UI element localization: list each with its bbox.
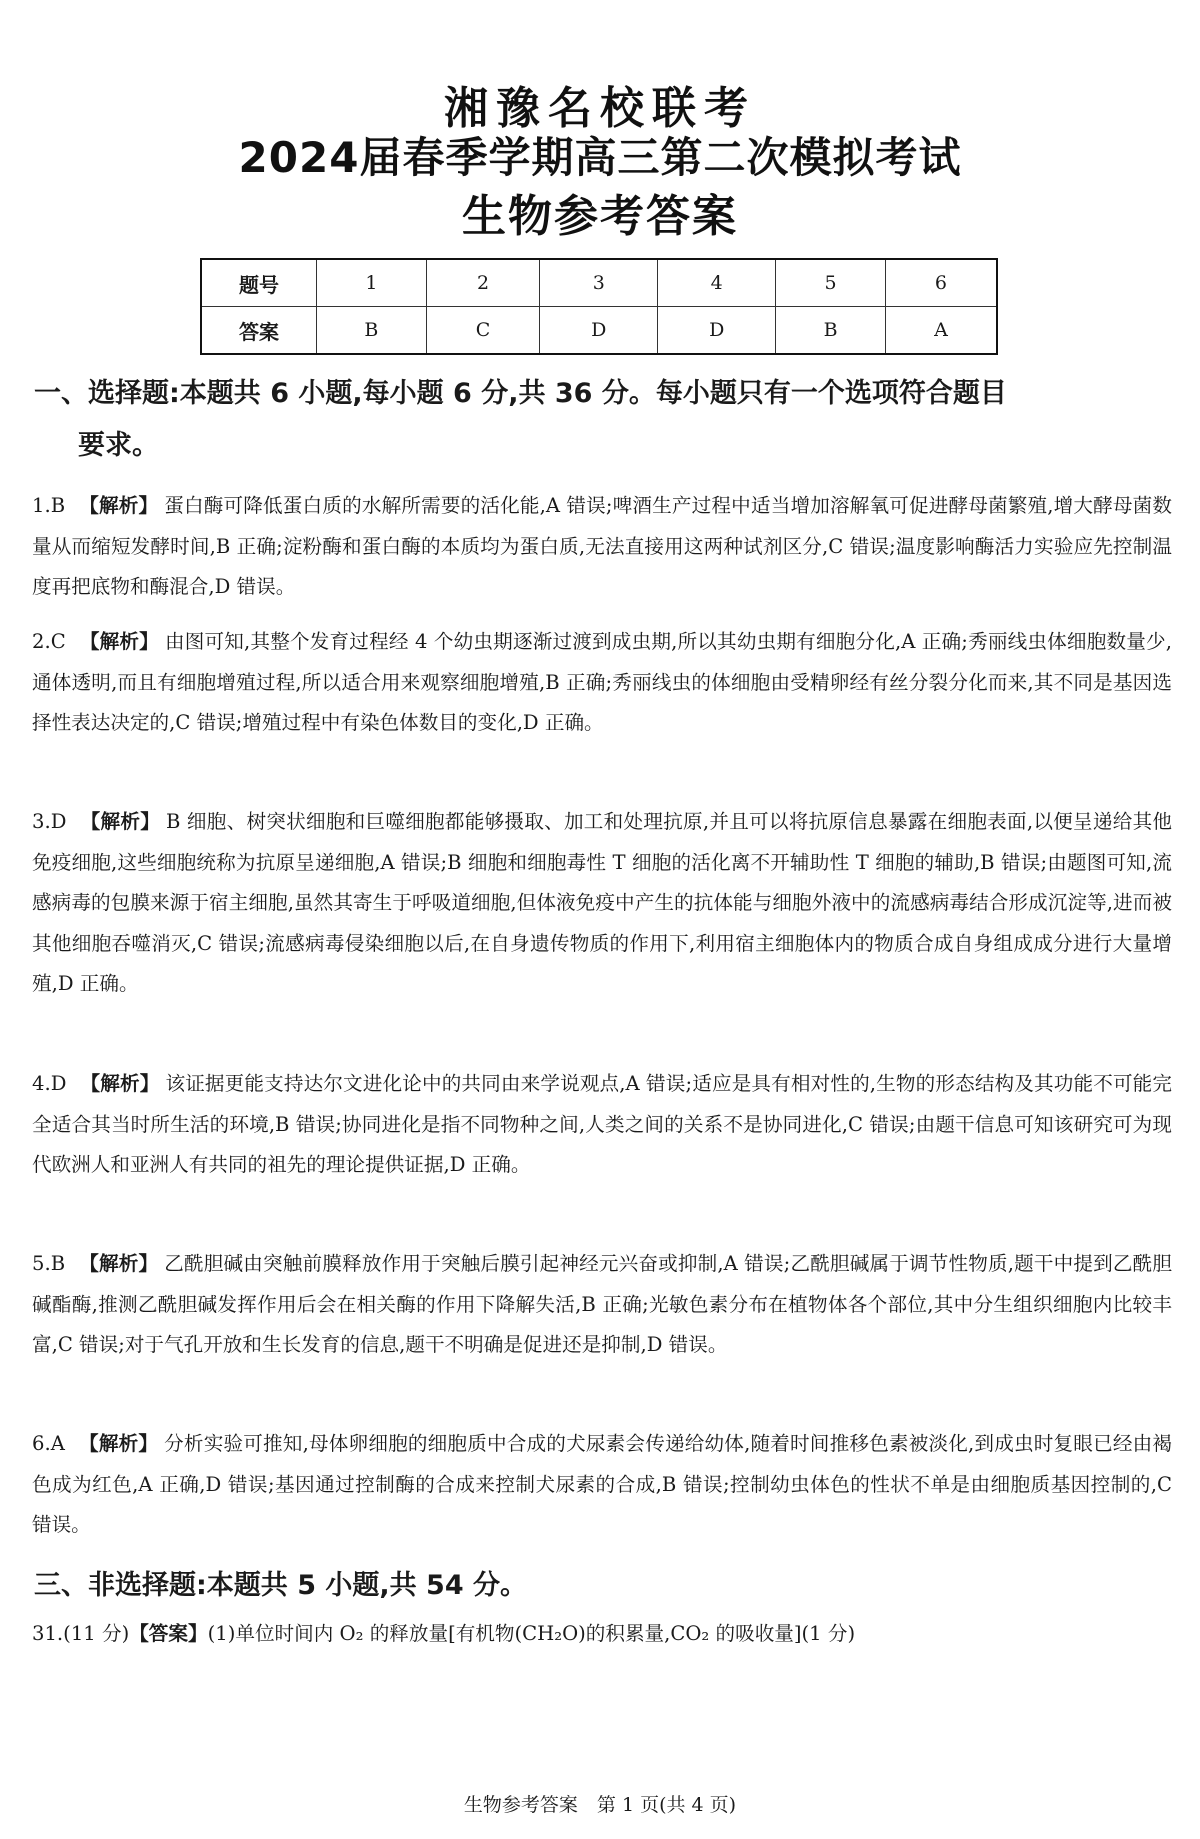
row-label: 题号 bbox=[201, 259, 317, 307]
question-number: 31. bbox=[32, 1622, 64, 1645]
question-number: 1 bbox=[317, 259, 427, 307]
answer-cell: B bbox=[776, 307, 886, 355]
question-2-explanation bbox=[32, 622, 1172, 744]
explanation-text: B 细胞、树突状细胞和巨噬细胞都能够摄取、加工和处理抗原,并且可以将抗原信息暴露在细胞表面,以便呈递给其他免疫细胞,这些细胞统称为抗原呈递细胞,A 错误;B 细胞和细胞毒性 T 细胞的活化离不开辅助性 T 细胞的辅助,B 错误;由题图可知,流感病毒的包膜来源于宿主细胞,虽然其寄生于呼吸道细胞,但体液免疫中产生的抗体能与细胞外液中的流感病毒结合形成沉淀等,进而被其他细胞吞噬消灭,C 错误;流感病毒侵染细胞以后,在自身遗传物质的作用下,利用宿主细胞体内的物质合成自身组成成分进行大量增殖,D 正确。 bbox=[32, 810, 1173, 995]
analysis-label: 【解析】 bbox=[79, 630, 159, 653]
analysis-label: 【解析】 bbox=[80, 810, 161, 833]
section-one-line2: 要求。 bbox=[78, 430, 159, 461]
explanation-text: 乙酰胆碱由突触前膜释放作用于突触后膜引起神经元兴奋或抑制,A 错误;乙酰胆碱属于调节性物质,题干中提到乙酰胆碱酯酶,推测乙酰胆碱发挥作用后会在相关酶的作用下降解失活,B 正确;光敏色素分布在植物体各个部位,其中分生组织细胞内比较丰富,C 错误;对于气孔开放和生长发育的信息,题干不明确是促进还是抑制,D 错误。 bbox=[32, 1252, 1173, 1356]
question-5-explanation bbox=[32, 1244, 1172, 1366]
question-31-answer bbox=[32, 1614, 1172, 1655]
question-number: 6 bbox=[885, 259, 997, 307]
exam-org-title: 湘豫名校联考 bbox=[444, 83, 756, 134]
question-number-answer: 4.D bbox=[32, 1072, 67, 1095]
explanation-text: 由图可知,其整个发育过程经 4 个幼虫期逐渐过渡到成虫期,所以其幼虫期有细胞分化,A 正确;秀丽线虫体细胞数量少,通体透明,而且有细胞增殖过程,所以适合用来观察细胞增殖,B 正确;秀丽线虫的体细胞由受精卵经有丝分裂分化而来,其不同是基因选择性表达决定的,C 错误;增殖过程中有染色体数目的变化,D 正确。 bbox=[32, 630, 1172, 734]
section-one-line1: 一、选择题:本题共 6 小题,每小题 6 分,共 36 分。每小题只有一个选项符合题目 bbox=[34, 378, 1007, 409]
answer-cell: D bbox=[658, 307, 776, 355]
question-number: 4 bbox=[658, 259, 776, 307]
answer-row bbox=[201, 307, 997, 355]
question-6-explanation bbox=[32, 1424, 1172, 1546]
answer-cell: A bbox=[885, 307, 997, 355]
question-number: 2 bbox=[426, 259, 540, 307]
section-three-heading: 三、非选择题:本题共 5 小题,共 54 分。 bbox=[34, 1570, 528, 1601]
question-number-answer: 2.C bbox=[32, 630, 66, 653]
answer-key-title: 生物参考答案 bbox=[462, 191, 738, 242]
answer-label: 【答案】 bbox=[129, 1622, 208, 1645]
section-one-heading bbox=[34, 368, 1174, 472]
row-label: 答案 bbox=[201, 307, 317, 355]
answer-cell: B bbox=[317, 307, 427, 355]
question-score: (11 分) bbox=[63, 1622, 130, 1645]
page-footer: 生物参考答案 第 1 页(共 4 页) bbox=[463, 1794, 737, 1816]
explanation-text: 蛋白酶可降低蛋白质的水解所需要的活化能,A 错误;啤酒生产过程中适当增加溶解氧可促进酵母菌繁殖,增大酵母菌数量从而缩短发酵时间,B 正确;淀粉酶和蛋白酶的本质均为蛋白质,无法直接用这两种试剂区分,C 错误;温度影响酶活力实验应先控制温度再把底物和酶混合,D 错误。 bbox=[32, 494, 1173, 598]
answer-text: (1)单位时间内 O₂ 的释放量[有机物(CH₂O)的积累量,CO₂ 的吸收量](1 分) bbox=[207, 1622, 856, 1645]
answer-cell: D bbox=[540, 307, 658, 355]
analysis-label: 【解析】 bbox=[80, 1072, 160, 1095]
answer-table bbox=[200, 258, 998, 355]
question-number-answer: 5.B bbox=[32, 1252, 66, 1275]
analysis-label: 【解析】 bbox=[79, 1252, 159, 1275]
answer-cell: C bbox=[426, 307, 540, 355]
question-number: 5 bbox=[776, 259, 886, 307]
explanation-text: 分析实验可推知,母体卵细胞的细胞质中合成的犬尿素会传递给幼体,随着时间推移色素被淡化,到成虫时复眼已经由褐色成为红色,A 正确,D 错误;基因通过控制酶的合成来控制犬尿素的合成,B 错误;控制幼虫体色的性状不单是由细胞质基因控制的,C 错误。 bbox=[32, 1432, 1173, 1536]
question-4-explanation bbox=[32, 1064, 1172, 1186]
question-number: 3 bbox=[540, 259, 658, 307]
analysis-label: 【解析】 bbox=[78, 1432, 159, 1455]
explanation-text: 该证据更能支持达尔文进化论中的共同由来学说观点,A 错误;适应是具有相对性的,生物的形态结构及其功能不可能完全适合其当时所生活的环境,B 错误;协同进化是指不同物种之间,人类之间的关系不是协同进化,C 错误;由题干信息可知该研究可为现代欧洲人和亚洲人有共同的祖先的理论提供证据,D 正确。 bbox=[32, 1072, 1172, 1176]
question-number-answer: 1.B bbox=[32, 494, 66, 517]
question-number-answer: 3.D bbox=[32, 810, 67, 833]
question-number-row bbox=[201, 259, 997, 307]
question-number-answer: 6.A bbox=[32, 1432, 65, 1455]
question-1-explanation bbox=[32, 486, 1172, 608]
exam-name-title: 2024届春季学期高三第二次模拟考试 bbox=[238, 133, 962, 182]
analysis-label: 【解析】 bbox=[79, 494, 159, 517]
question-3-explanation bbox=[32, 802, 1172, 1005]
